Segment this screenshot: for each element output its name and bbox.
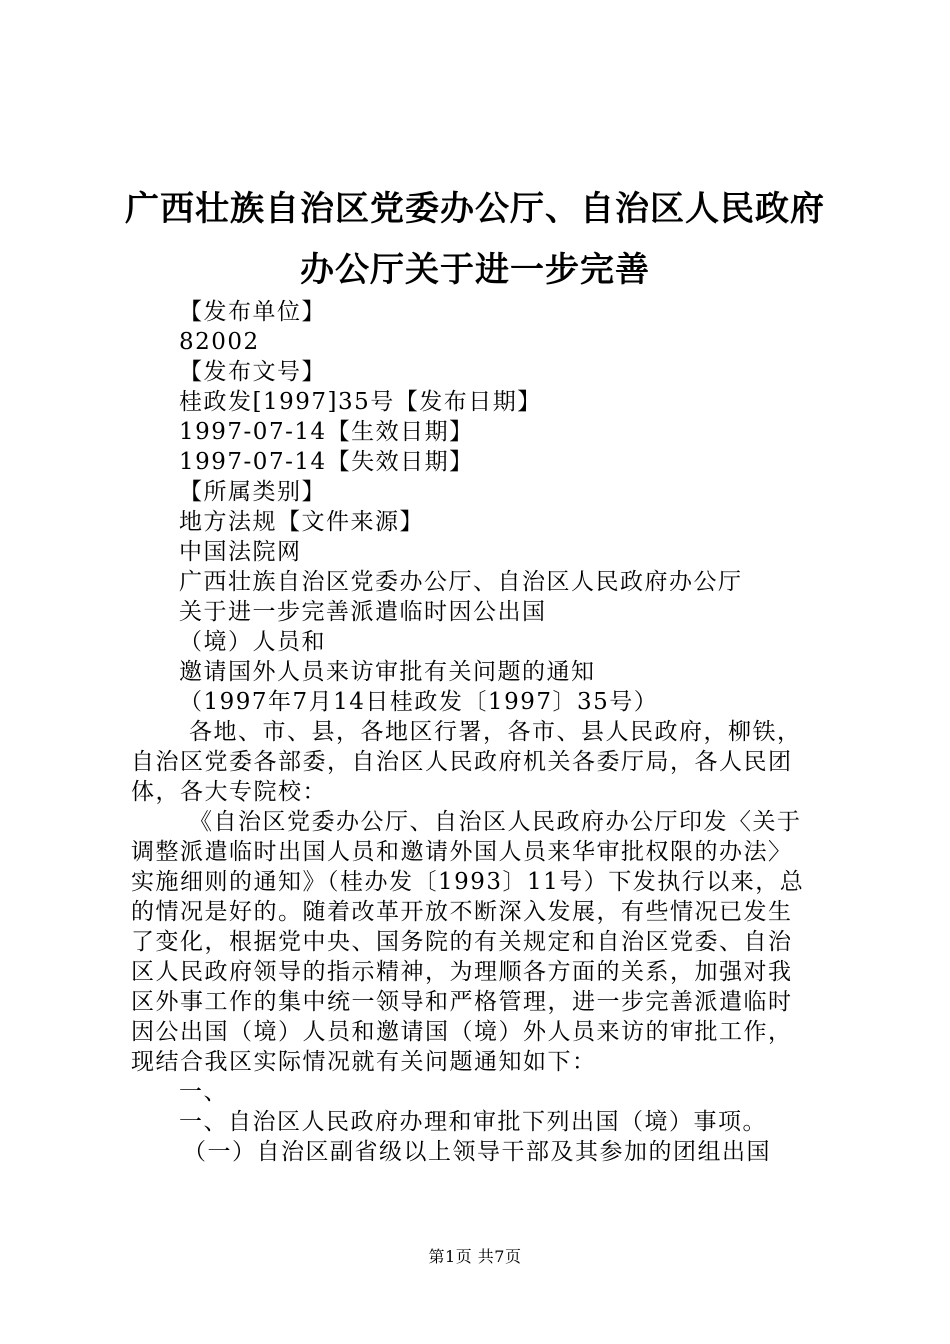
notice-title-line: 关于进一步完善派遣临时因公出国 bbox=[179, 599, 547, 625]
paragraph-line: 了变化，根据党中央、国务院的有关规定和自治区党委、自治 bbox=[131, 929, 793, 955]
section-heading: 一、 bbox=[179, 1079, 228, 1105]
meta-line: 【所属类别】 bbox=[179, 479, 326, 505]
document-title-line-1: 广西壮族自治区党委办公厅、自治区人民政府 bbox=[125, 189, 825, 229]
meta-line: 桂政发[1997]35号【发布日期】 bbox=[179, 389, 542, 415]
paragraph-line: 现结合我区实际情况就有关问题通知如下： bbox=[131, 1049, 597, 1075]
paragraph-line: 调整派遣临时出国人员和邀请外国人员来华审批权限的办法〉 bbox=[131, 839, 793, 865]
meta-line: 地方法规【文件来源】 bbox=[179, 509, 424, 535]
paragraph-line: 《自治区党委办公厅、自治区人民政府办公厅印发〈关于 bbox=[189, 809, 802, 835]
meta-line: 中国法院网 bbox=[179, 539, 302, 565]
sub-item-line: （一）自治区副省级以上领导干部及其参加的团组出国 bbox=[183, 1139, 771, 1165]
document-body bbox=[131, 297, 831, 1167]
paragraph-line: 区外事工作的集中统一领导和严格管理，进一步完善派遣临时 bbox=[131, 989, 793, 1015]
page-number-footer: 第1页 共7页 bbox=[428, 1247, 522, 1266]
paragraph-line: 因公出国（境）人员和邀请国（境）外人员来访的审批工作， bbox=[131, 1019, 793, 1045]
paragraph-line: 区人民政府领导的指示精神，为理顺各方面的关系，加强对我 bbox=[131, 959, 793, 985]
notice-title-line: 广西壮族自治区党委办公厅、自治区人民政府办公厅 bbox=[179, 569, 743, 595]
meta-line: 1997-07-14【生效日期】 bbox=[179, 419, 474, 445]
notice-title-line: （境）人员和 bbox=[179, 629, 326, 655]
paragraph-line: 的情况是好的。随着改革开放不断深入发展，有些情况已发生 bbox=[131, 899, 793, 925]
notice-title-line: 邀请国外人员来访审批有关问题的通知 bbox=[179, 659, 596, 685]
addressee-line: 自治区党委各部委，自治区人民政府机关各委厅局，各人民团 bbox=[131, 749, 793, 775]
paragraph-line: 实施细则的通知》（桂办发〔1993〕11号）下发执行以来，总 bbox=[131, 869, 805, 895]
section-heading: 一、自治区人民政府办理和审批下列出国（境）事项。 bbox=[179, 1109, 767, 1135]
meta-line: 1997-07-14【失效日期】 bbox=[179, 449, 474, 475]
meta-line: 【发布文号】 bbox=[179, 359, 326, 385]
addressee-line: 各地、市、县，各地区行署，各市、县人民政府，柳铁， bbox=[189, 719, 802, 745]
notice-date-line: （1997年7月14日桂政发〔1997〕35号） bbox=[179, 689, 659, 715]
meta-line: 82002 bbox=[179, 329, 260, 355]
meta-line: 【发布单位】 bbox=[179, 299, 326, 325]
document-title-line-2: 办公厅关于进一步完善 bbox=[300, 250, 650, 290]
addressee-line: 体，各大专院校： bbox=[131, 779, 327, 805]
